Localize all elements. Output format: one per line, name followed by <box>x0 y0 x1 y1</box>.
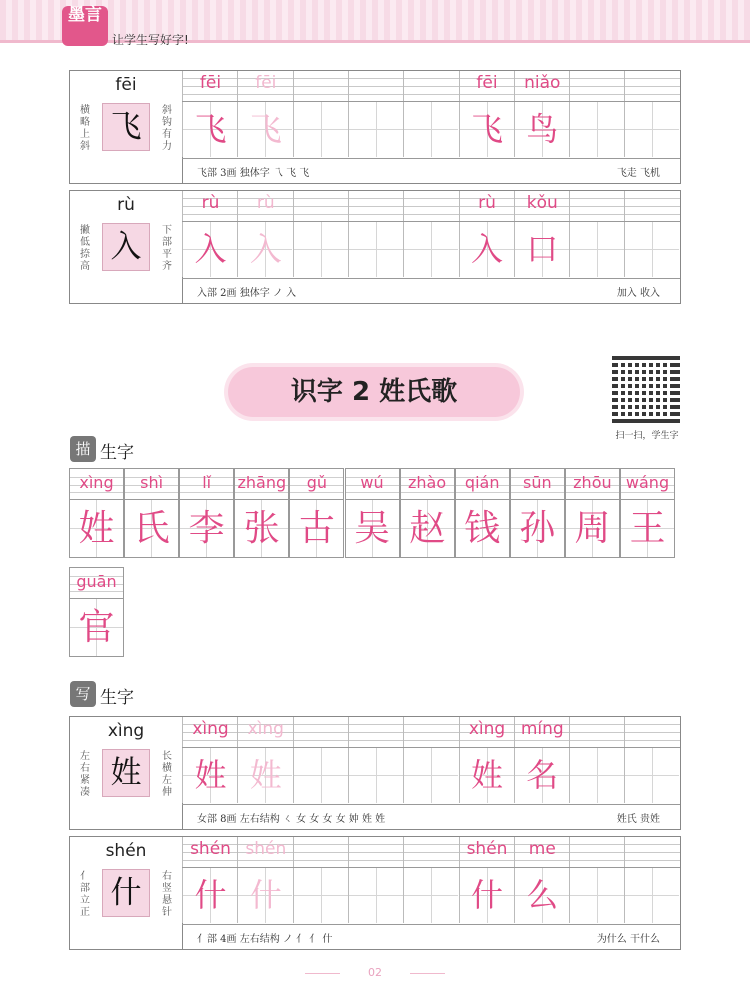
writing-square[interactable] <box>348 868 403 923</box>
trace-square <box>235 500 288 557</box>
pinyin-slot[interactable] <box>403 71 458 101</box>
trace-square <box>621 500 674 557</box>
trace-pinyin-lines <box>70 568 123 599</box>
trace-pinyin: zhào <box>408 473 447 492</box>
practice-character: 什 <box>194 876 227 914</box>
trace-square <box>511 500 564 557</box>
character-squares <box>182 221 680 279</box>
stroke-tip-right: 斜钩有力 <box>162 105 172 152</box>
qr-code-pattern <box>618 361 674 417</box>
practice-pinyin: kǒu <box>526 193 558 213</box>
trace-pinyin: wú <box>360 473 384 492</box>
radical-stroke-info: 亻部 4画 左右结构 ノ 亻 亻 什 <box>197 934 333 945</box>
practice-pinyin: shén <box>245 839 287 859</box>
trace-square <box>401 500 454 557</box>
pinyin-slot[interactable] <box>182 71 237 101</box>
writing-square[interactable] <box>624 102 679 157</box>
model-character: 入 <box>102 223 150 271</box>
practice-card <box>69 716 681 830</box>
practice-card <box>69 190 681 304</box>
writing-square[interactable] <box>237 748 292 803</box>
writing-square[interactable] <box>237 222 292 277</box>
writing-square[interactable] <box>624 748 679 803</box>
practice-character: 么 <box>526 876 559 914</box>
writing-square[interactable] <box>459 748 514 803</box>
pinyin-slot[interactable] <box>293 717 348 747</box>
practice-character: 什 <box>249 876 282 914</box>
radical-stroke-info: 女部 8画 左右结构 ㄑ 女 女 女 女 妕 姓 姓 <box>197 814 386 825</box>
practice-grid <box>182 717 680 829</box>
writing-square[interactable] <box>348 222 403 277</box>
writing-square[interactable] <box>293 868 348 923</box>
pinyin-slot[interactable] <box>459 71 514 101</box>
writing-square[interactable] <box>569 748 624 803</box>
pinyin-lines <box>182 717 680 747</box>
practice-character: 入 <box>194 230 227 268</box>
writing-square[interactable] <box>514 868 569 923</box>
practice-pinyin: míng <box>520 719 564 739</box>
trace-pinyin: shì <box>140 473 164 492</box>
pinyin-slot[interactable] <box>624 191 679 221</box>
practice-pinyin: xìng <box>468 719 506 739</box>
trace-pinyin-lines <box>621 469 674 500</box>
pinyin-slot[interactable] <box>348 191 403 221</box>
pinyin-slot[interactable] <box>459 837 514 867</box>
pinyin-slot[interactable] <box>348 837 403 867</box>
pinyin-slot[interactable] <box>293 837 348 867</box>
trace-character: 姓 <box>78 508 115 549</box>
pinyin-slot[interactable] <box>182 717 237 747</box>
qr-caption: 扫一扫，学生字 <box>615 431 679 441</box>
pinyin-slot[interactable] <box>459 191 514 221</box>
trace-cell[interactable] <box>289 468 344 558</box>
practice-grid <box>182 837 680 949</box>
pinyin-lines <box>182 71 680 101</box>
model-character: 姓 <box>102 749 150 797</box>
page-number: 02 <box>368 966 382 979</box>
practice-pinyin: niǎo <box>524 73 561 93</box>
writing-square[interactable] <box>293 748 348 803</box>
pinyin-slot[interactable] <box>403 837 458 867</box>
card-model-panel <box>70 717 183 829</box>
trace-cell[interactable] <box>234 468 289 558</box>
writing-square[interactable] <box>182 748 237 803</box>
practice-pinyin: fēi <box>476 73 498 93</box>
writing-square[interactable] <box>569 222 624 277</box>
writing-square[interactable] <box>569 102 624 157</box>
pinyin-slot[interactable] <box>514 191 569 221</box>
pinyin-slot[interactable] <box>237 837 292 867</box>
pinyin-lines <box>182 191 680 221</box>
pinyin-slot[interactable] <box>182 191 237 221</box>
trace-section-label: 生字 <box>100 443 134 463</box>
word-examples: 加入 收入 <box>616 288 660 299</box>
writing-square[interactable] <box>569 868 624 923</box>
trace-square <box>456 500 509 557</box>
model-character: 什 <box>102 869 150 917</box>
trace-pinyin-lines <box>456 469 509 500</box>
character-info-row <box>182 805 680 827</box>
pinyin-slot[interactable] <box>459 717 514 747</box>
writing-square[interactable] <box>514 222 569 277</box>
practice-pinyin: xìng <box>192 719 229 739</box>
trace-character: 李 <box>188 508 225 549</box>
pinyin-slot[interactable] <box>348 71 403 101</box>
pinyin-slot[interactable] <box>403 717 458 747</box>
practice-character: 入 <box>470 230 503 268</box>
stroke-tip-left: 左右紧凑 <box>80 751 90 798</box>
practice-character: 名 <box>526 756 559 794</box>
trace-square <box>566 500 619 557</box>
trace-character: 王 <box>629 508 666 549</box>
practice-pinyin: fēi <box>199 73 222 93</box>
writing-square[interactable] <box>514 748 569 803</box>
word-examples: 姓氏 贵姓 <box>616 814 660 825</box>
trace-square <box>290 500 343 557</box>
stroke-tip-left: 撇低捺高 <box>80 225 90 272</box>
trace-pinyin-lines <box>180 469 233 500</box>
writing-square[interactable] <box>459 222 514 277</box>
card-model-panel <box>70 191 183 303</box>
writing-square[interactable] <box>348 748 403 803</box>
trace-square <box>346 500 399 557</box>
footer-line-right <box>410 973 445 974</box>
writing-square[interactable] <box>459 102 514 157</box>
trace-section-icon: 描 <box>70 436 96 462</box>
practice-card <box>69 836 681 950</box>
trace-cell[interactable] <box>510 468 565 558</box>
writing-square[interactable] <box>403 868 458 923</box>
card-model-panel <box>70 71 183 183</box>
pinyin-slot[interactable] <box>514 71 569 101</box>
stroke-tip-right: 右竖悬针 <box>162 871 172 918</box>
pinyin-slot[interactable] <box>348 717 403 747</box>
practice-character: 飞 <box>249 110 282 148</box>
trace-pinyin: zhōu <box>573 473 612 492</box>
pinyin-slot[interactable] <box>514 717 569 747</box>
practice-character: 飞 <box>470 110 503 148</box>
trace-character: 氏 <box>133 508 170 549</box>
trace-pinyin-lines <box>70 469 123 500</box>
practice-pinyin: xìng <box>247 719 284 739</box>
trace-cell[interactable] <box>345 468 400 558</box>
stroke-tip-left: 亻部立正 <box>80 871 90 918</box>
trace-pinyin: gǔ <box>306 473 328 492</box>
pinyin-slot[interactable] <box>293 71 348 101</box>
trace-square <box>180 500 233 557</box>
practice-pinyin: shén <box>466 839 508 859</box>
practice-pinyin: fēi <box>255 73 277 93</box>
slogan: 让学生写好字! <box>112 33 189 47</box>
writing-square[interactable] <box>182 868 237 923</box>
character-info-row <box>182 925 680 947</box>
practice-grid <box>182 191 680 303</box>
pinyin-slot[interactable] <box>624 717 679 747</box>
model-pinyin: rù <box>117 195 135 215</box>
brand-logo: 墨言 <box>62 6 108 46</box>
practice-pinyin: shén <box>190 839 231 859</box>
pinyin-slot[interactable] <box>624 71 679 101</box>
trace-character: 周 <box>574 508 611 549</box>
practice-character: 什 <box>470 876 503 914</box>
trace-pinyin: sūn <box>522 473 552 492</box>
trace-character: 钱 <box>464 508 501 549</box>
stroke-tip-right: 长横左伸 <box>162 751 172 798</box>
practice-character: 飞 <box>194 110 227 148</box>
pinyin-slot[interactable] <box>624 837 679 867</box>
write-section-icon: 写 <box>70 681 96 707</box>
character-squares <box>182 101 680 159</box>
model-pinyin: fēi <box>115 75 137 95</box>
practice-pinyin: me <box>528 839 556 859</box>
trace-pinyin-lines <box>401 469 454 500</box>
radical-stroke-info: 入部 2画 独体字 ノ 入 <box>197 288 297 299</box>
pinyin-slot[interactable] <box>514 837 569 867</box>
pinyin-slot[interactable] <box>569 71 624 101</box>
writing-square[interactable] <box>182 222 237 277</box>
writing-square[interactable] <box>293 222 348 277</box>
writing-square[interactable] <box>182 102 237 157</box>
trace-cell[interactable] <box>179 468 234 558</box>
writing-square[interactable] <box>514 102 569 157</box>
writing-square[interactable] <box>348 102 403 157</box>
pinyin-slot[interactable] <box>182 837 237 867</box>
trace-pinyin-lines <box>125 469 178 500</box>
trace-square <box>70 500 123 557</box>
pinyin-slot[interactable] <box>237 717 292 747</box>
trace-pinyin: wáng <box>625 473 670 492</box>
practice-character: 入 <box>249 230 282 268</box>
trace-cell[interactable] <box>400 468 455 558</box>
word-examples: 为什么 干什么 <box>596 934 660 945</box>
trace-pinyin: xìng <box>79 473 114 492</box>
stroke-tip-left: 横略上斜 <box>80 105 90 152</box>
practice-character: 姓 <box>194 756 227 794</box>
trace-pinyin: qián <box>464 473 500 492</box>
trace-character: 古 <box>298 508 335 549</box>
pinyin-slot[interactable] <box>569 717 624 747</box>
character-squares <box>182 867 680 925</box>
trace-pinyin-lines <box>566 469 619 500</box>
pinyin-lines <box>182 837 680 867</box>
trace-character: 吴 <box>353 508 390 549</box>
trace-cell[interactable] <box>565 468 620 558</box>
practice-pinyin: rù <box>256 193 275 213</box>
character-info-row <box>182 279 680 301</box>
practice-character: 姓 <box>470 756 503 794</box>
trace-pinyin: guān <box>76 572 117 591</box>
practice-card <box>69 70 681 184</box>
practice-pinyin: rù <box>478 193 496 213</box>
trace-character: 张 <box>243 508 280 549</box>
practice-grid <box>182 71 680 183</box>
trace-cell[interactable] <box>69 468 124 558</box>
character-squares <box>182 747 680 805</box>
trace-cell[interactable] <box>455 468 510 558</box>
writing-square[interactable] <box>293 102 348 157</box>
model-pinyin: xìng <box>107 721 145 741</box>
stroke-tip-right: 下部平齐 <box>162 225 172 272</box>
trace-character: 孙 <box>519 508 556 549</box>
trace-cell[interactable] <box>124 468 179 558</box>
trace-square <box>125 500 178 557</box>
trace-pinyin-lines <box>235 469 288 500</box>
writing-square[interactable] <box>624 868 679 923</box>
trace-pinyin-lines <box>346 469 399 500</box>
trace-square <box>70 599 123 656</box>
writing-square[interactable] <box>403 748 458 803</box>
trace-character: 赵 <box>409 508 446 549</box>
word-examples: 飞走 飞机 <box>616 168 660 179</box>
writing-square[interactable] <box>237 868 292 923</box>
model-character: 飞 <box>102 103 150 151</box>
practice-character: 口 <box>526 230 559 268</box>
pinyin-slot[interactable] <box>293 191 348 221</box>
radical-stroke-info: 飞部 3画 独体字 乁 飞 飞 <box>197 168 310 179</box>
pinyin-slot[interactable] <box>403 191 458 221</box>
pinyin-slot[interactable] <box>237 71 292 101</box>
practice-character: 姓 <box>249 756 282 794</box>
practice-character: 鸟 <box>526 110 559 148</box>
trace-pinyin-lines <box>290 469 343 500</box>
writing-square[interactable] <box>403 222 458 277</box>
writing-square[interactable] <box>459 868 514 923</box>
pinyin-slot[interactable] <box>569 191 624 221</box>
lesson-title: 识字 2 姓氏歌 <box>290 377 458 407</box>
pinyin-slot[interactable] <box>569 837 624 867</box>
card-model-panel <box>70 837 183 949</box>
writing-square[interactable] <box>237 102 292 157</box>
write-section-label: 生字 <box>100 688 134 708</box>
writing-square[interactable] <box>624 222 679 277</box>
trace-cell[interactable] <box>69 567 124 657</box>
practice-pinyin: rù <box>201 193 220 213</box>
trace-cell[interactable] <box>620 468 675 558</box>
model-pinyin: shén <box>105 841 147 861</box>
character-info-row <box>182 159 680 181</box>
trace-pinyin: lǐ <box>202 473 212 492</box>
pinyin-slot[interactable] <box>237 191 292 221</box>
footer-line-left <box>305 973 340 974</box>
trace-pinyin-lines <box>511 469 564 500</box>
trace-character: 官 <box>78 607 115 648</box>
trace-pinyin: zhāng <box>237 473 287 492</box>
writing-square[interactable] <box>403 102 458 157</box>
